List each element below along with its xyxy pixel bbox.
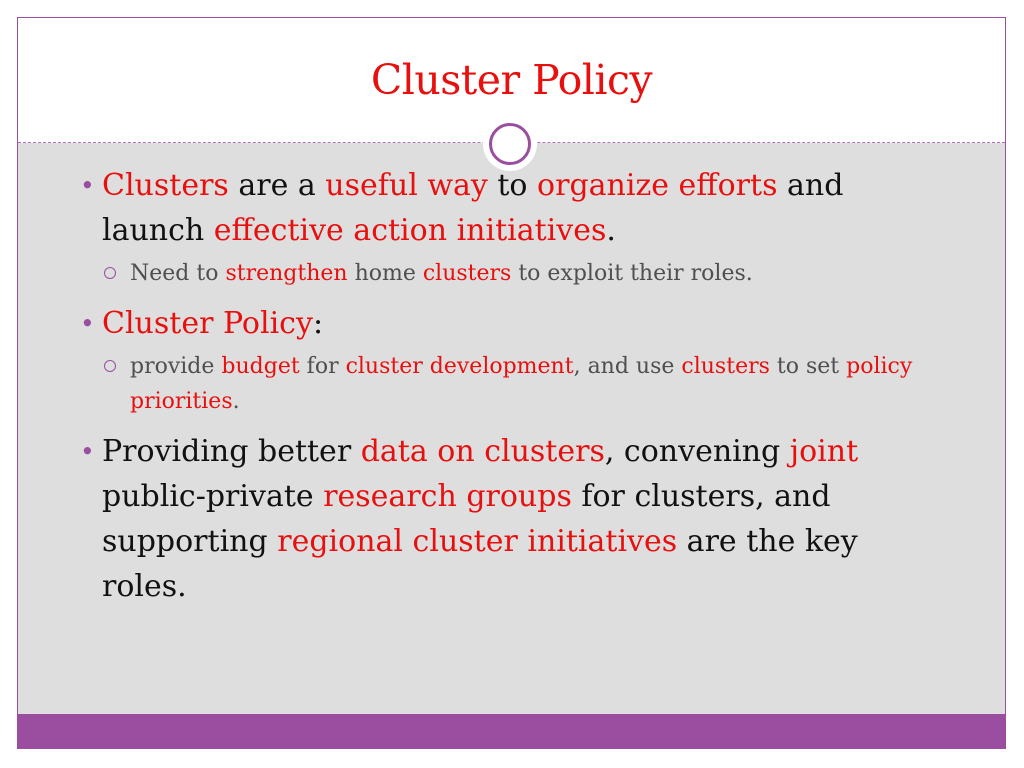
highlighted-text: regional cluster initiatives <box>277 524 678 559</box>
bullet-text: for <box>299 354 346 379</box>
sub-bullet-item <box>80 349 950 419</box>
ring-bullet-icon <box>104 267 116 279</box>
bullet-text: Providing better <box>102 434 361 469</box>
footer-band <box>18 714 1005 748</box>
highlighted-text: joint <box>789 434 859 469</box>
highlighted-text: clusters <box>422 261 512 286</box>
bullet-text: public-private <box>102 479 324 514</box>
highlighted-text: Clusters <box>102 168 229 203</box>
bullet-text: . <box>606 213 616 248</box>
bullet-text: to <box>487 168 538 203</box>
bullet-item <box>80 163 950 253</box>
highlighted-text: policy priorities <box>130 354 913 414</box>
bullet-item <box>80 429 950 609</box>
bullet-text: , convening <box>604 434 790 469</box>
sub-bullet-item <box>80 256 950 291</box>
bullet-text: to set <box>769 354 847 379</box>
highlighted-text: effective action initiatives <box>213 213 607 248</box>
highlighted-text: useful way <box>325 168 488 203</box>
bullet-text: , and use <box>573 354 682 379</box>
highlighted-text: Cluster Policy <box>102 306 313 341</box>
highlighted-text: research groups <box>323 479 572 514</box>
bullet-list <box>80 163 950 612</box>
highlighted-text: data on clusters <box>360 434 605 469</box>
ring-bullet-icon <box>104 360 116 372</box>
bullet-text: : <box>312 306 324 341</box>
highlighted-text: cluster development <box>345 354 574 379</box>
bullet-text: to exploit their roles. <box>511 261 753 286</box>
highlighted-text: organize efforts <box>537 168 778 203</box>
bullet-item <box>80 301 950 346</box>
highlighted-text: clusters <box>681 354 770 379</box>
slide-title: Cluster Policy <box>370 56 653 104</box>
highlighted-text: budget <box>221 354 300 379</box>
bullet-text: are a <box>228 168 326 203</box>
bullet-text: are the key roles. <box>102 524 858 604</box>
bullet-text: Need to <box>130 261 226 286</box>
bullet-text: and launch <box>102 168 844 248</box>
bullet-text: for clusters, and supporting <box>102 479 831 559</box>
bullet-text: . <box>232 389 240 414</box>
bullet-text: home <box>347 261 423 286</box>
bullet-text: provide <box>130 354 222 379</box>
highlighted-text: strengthen <box>225 261 348 286</box>
